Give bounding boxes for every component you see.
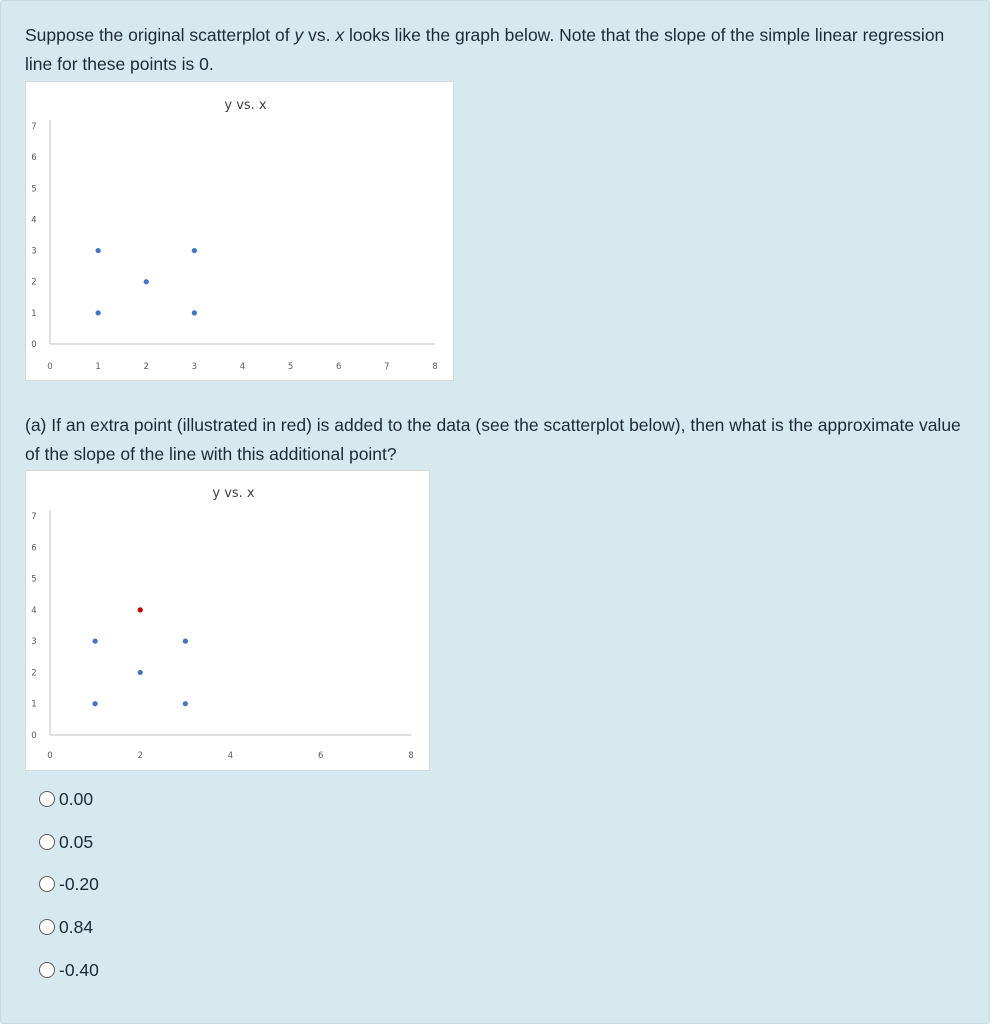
data-point xyxy=(96,248,101,253)
y-tick-label: 4 xyxy=(31,605,37,616)
x-tick-label: 4 xyxy=(239,362,246,372)
added-point-scatterplot xyxy=(25,470,430,771)
data-point xyxy=(192,310,197,315)
y-tick-label: 6 xyxy=(31,543,37,554)
option-label: 0.05 xyxy=(59,831,94,852)
y-tick-label: 5 xyxy=(31,574,37,585)
option-label: 0.84 xyxy=(59,916,94,937)
question-part-a: (a) If an extra point (illustrated in red) is added to the data (see the scatterplot below), then what is the approximate value of the slope of the line with this additional point? xyxy=(25,415,961,464)
x-tick-label: 7 xyxy=(384,362,390,372)
data-point xyxy=(93,639,98,644)
y-tick-label: 0 xyxy=(31,731,37,741)
option-label: -0.40 xyxy=(59,959,99,980)
x-tick-label: 8 xyxy=(432,362,438,372)
y-tick-label: 7 xyxy=(31,512,37,522)
data-point xyxy=(96,310,101,315)
x-tick-label: 2 xyxy=(143,362,149,372)
data-point xyxy=(183,639,188,644)
option-1[interactable] xyxy=(39,830,93,854)
data-point xyxy=(144,279,149,284)
x-variable: x xyxy=(335,25,345,45)
question-intro: Suppose the original scatterplot of y vs. x looks like the graph below. Note that the slope of the simple linear regression line for these points is 0. xyxy=(25,25,945,74)
radio-button[interactable] xyxy=(39,962,55,978)
x-tick-label: 0 xyxy=(47,751,53,761)
y-tick-label: 1 xyxy=(31,699,37,710)
y-tick-label: 2 xyxy=(31,668,37,679)
data-point xyxy=(93,701,98,706)
option-0[interactable] xyxy=(39,787,93,811)
option-label: -0.20 xyxy=(59,873,99,894)
option-3[interactable] xyxy=(39,915,93,939)
y-tick-label: 4 xyxy=(31,215,37,226)
data-point xyxy=(138,670,143,675)
radio-button[interactable] xyxy=(39,791,55,807)
original-scatterplot xyxy=(25,81,454,381)
added-point-scatterplot-svg xyxy=(26,471,429,770)
y-tick-label: 7 xyxy=(31,122,37,132)
radio-button[interactable] xyxy=(39,876,55,892)
y-tick-label: 1 xyxy=(31,308,37,319)
y-tick-label: 3 xyxy=(31,246,37,257)
original-scatterplot-svg xyxy=(26,82,453,380)
x-tick-label: 0 xyxy=(47,362,53,372)
y-tick-label: 3 xyxy=(31,637,37,648)
x-tick-label: 8 xyxy=(408,751,414,761)
chart-title: y vs. x xyxy=(212,486,255,501)
data-point xyxy=(183,701,188,706)
x-tick-label: 5 xyxy=(287,362,294,372)
added-data-point xyxy=(138,607,143,612)
radio-button[interactable] xyxy=(39,834,55,850)
y-tick-label: 2 xyxy=(31,277,37,288)
x-tick-label: 1 xyxy=(95,362,101,372)
x-tick-label: 6 xyxy=(318,751,324,761)
radio-button[interactable] xyxy=(39,919,55,935)
x-tick-label: 4 xyxy=(227,751,234,761)
x-tick-label: 2 xyxy=(137,751,143,761)
chart-title: y vs. x xyxy=(224,98,267,113)
y-tick-label: 0 xyxy=(31,340,37,350)
option-label: 0.00 xyxy=(59,788,94,809)
option-2[interactable] xyxy=(39,872,99,896)
data-point xyxy=(192,248,197,253)
y-tick-label: 6 xyxy=(31,153,37,164)
option-4[interactable] xyxy=(39,958,99,982)
x-tick-label: 3 xyxy=(191,362,198,372)
x-tick-label: 6 xyxy=(336,362,342,372)
y-tick-label: 5 xyxy=(31,184,37,195)
y-variable: y xyxy=(294,25,304,45)
